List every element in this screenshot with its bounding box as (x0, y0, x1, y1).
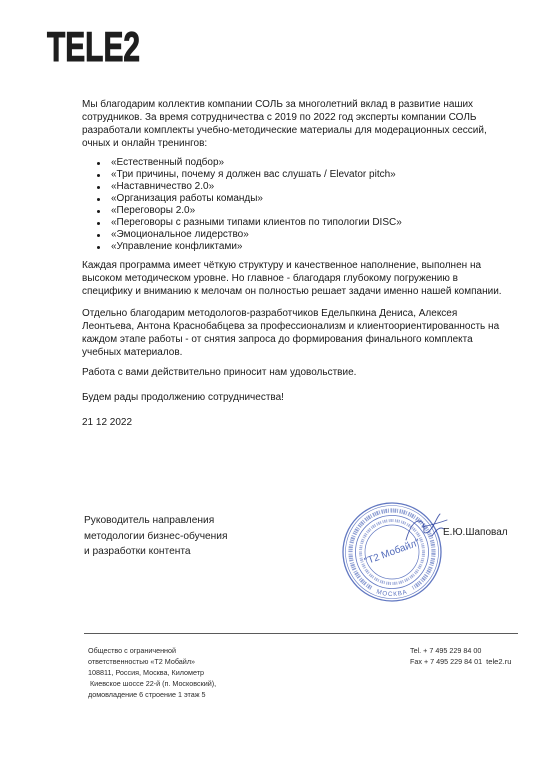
training-item (97, 157, 402, 169)
website: tele2.ru (486, 656, 512, 666)
fax-number: Fax + 7 495 229 84 01 (410, 656, 483, 666)
fax-row (410, 656, 511, 667)
logo-text: TELE2 (47, 23, 140, 70)
thanks-line: Леонтьева, Антона Краснобабцева за профессионализм и клиентоориентированность на (82, 320, 500, 332)
training-title: «Переговоры 2.0» (111, 205, 196, 216)
footer-divider (84, 633, 518, 634)
training-title: «Переговоры с разными типами клиентов по типологии DISC» (111, 217, 402, 228)
company-stamp (336, 496, 456, 608)
thanks-line: учебных материалов. (82, 346, 183, 358)
tele2-logo (45, 23, 145, 70)
quality-line: Каждая программа имеет чёткую структуру и качественное наполнение, выполнен на (82, 259, 482, 271)
training-item (97, 241, 402, 253)
bullet-marker (97, 246, 100, 249)
thanks-line: Отдельно благодарим методологов-разработчиков Едельпкина Дениса, Алексея (82, 307, 458, 319)
quality-line: высоком методическом уровне. Но главное - благодаря глубокому погружению в (82, 272, 458, 284)
quality-line: специфику и вниманию к мелочам он полностью решает задачи именно нашей компании. (82, 285, 502, 297)
phone-number: Tel. + 7 495 229 84 00 (410, 645, 482, 655)
training-item (97, 193, 402, 205)
intro-line: разработали комплекты учебно-методические материалы для модерационных сессий, (82, 124, 487, 136)
training-list (97, 157, 402, 253)
position-line: Руководитель направления (84, 515, 215, 526)
training-title: «Организация работы команды» (111, 193, 263, 204)
address-line: Общество с ограниченной (88, 645, 177, 655)
intro-line: очных и онлайн тренингов: (82, 137, 208, 149)
address-line: ответственностью «Т2 Мобайл» (88, 656, 196, 666)
training-title: «Естественный подбор» (111, 157, 225, 168)
intro-line: Мы благодарим коллектив компании СОЛЬ за многолетний вклад в развитие наших (82, 98, 474, 110)
position-line: и разработки контента (84, 546, 191, 557)
training-item (97, 181, 402, 193)
stamp-city-label (375, 588, 408, 598)
training-title: «Наставничество 2.0» (111, 181, 215, 192)
footer-contacts (410, 645, 511, 667)
bullet-marker (97, 222, 100, 225)
bullet-marker (97, 186, 100, 189)
training-item (97, 169, 402, 181)
bullet-marker (97, 174, 100, 177)
training-title: «Эмоциональное лидерство» (111, 229, 249, 240)
address-line: 108811, Россия, Москва, Километр (88, 667, 205, 677)
letter-date: 21 12 2022 (82, 416, 133, 428)
footer-company-address (88, 645, 216, 700)
pleasure-paragraph: Работа с вами действительно приносит нам удовольствие. (82, 366, 357, 378)
position-line: методологии бизнес-обучения (84, 530, 228, 542)
thanks-line: каждом этапе работы - от снятия запроса до формирования финального комплекта (82, 333, 473, 345)
intro-line: сотрудников. За время сотрудничества с 2019 по 2022 год эксперты компании СОЛЬ (82, 111, 477, 123)
thanks-paragraph (82, 307, 499, 359)
quality-paragraph (82, 259, 502, 298)
training-item (97, 205, 402, 217)
training-item (97, 217, 402, 229)
address-line: домовладение 6 строение 1 этаж 5 (88, 689, 206, 699)
bullet-marker (97, 162, 100, 165)
training-item (97, 229, 402, 241)
continuation-paragraph: Будем рады продолжению сотрудничества! (82, 391, 284, 403)
bullet-marker (97, 198, 100, 201)
signatory-position (84, 513, 228, 560)
stamp-city: МОСКВА (375, 588, 409, 599)
bullet-marker (97, 210, 100, 213)
signatory-name: Е.Ю.Шаповал (443, 527, 508, 538)
training-title: «Три причины, почему я должен вас слушать / Elevator pitch» (111, 169, 396, 180)
address-line: Киевское шоссе 22-й (п. Московский), (90, 678, 217, 688)
training-title: «Управление конфликтами» (111, 241, 243, 252)
intro-paragraph (82, 98, 487, 150)
bullet-marker (97, 234, 100, 237)
stamp-center-text: "Т2 Мобайл" (363, 537, 422, 568)
